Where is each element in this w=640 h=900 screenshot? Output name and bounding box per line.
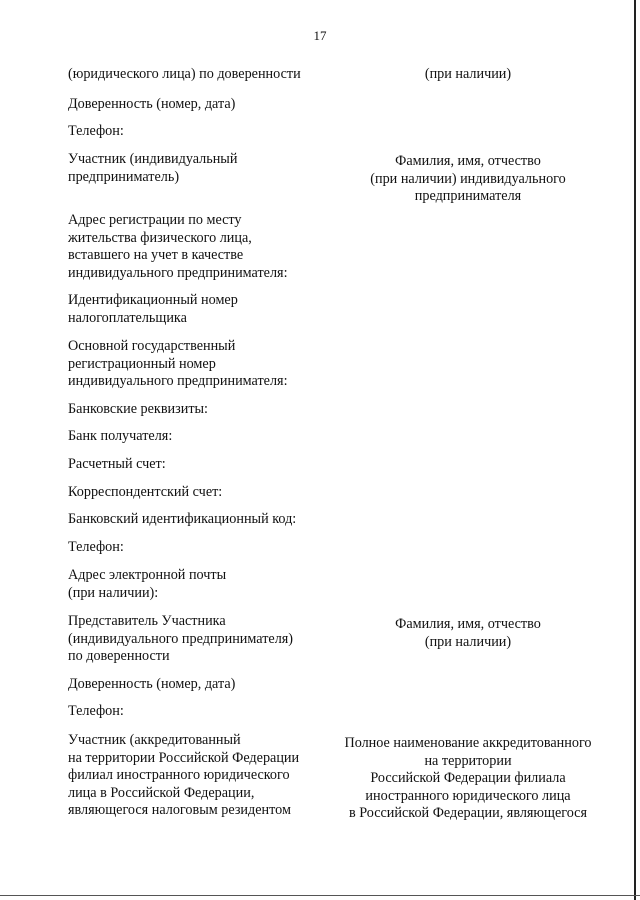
field-note: Полное наименование аккредитованного на территории Российской Федерации филиала иностранного юридического лица в Российской Федерации, являющегося: [344, 735, 592, 822]
field-label: Основной государственный регистрационный номер индивидуального предпринимателя:: [68, 338, 288, 390]
field-label: Доверенность (номер, дата): [68, 676, 236, 692]
field-label: Телефон:: [68, 539, 124, 555]
field-label: Банковские реквизиты:: [68, 401, 208, 417]
field-label: Телефон:: [68, 703, 124, 719]
field-label: Телефон:: [68, 123, 124, 139]
field-label: Корреспондентский счет:: [68, 484, 223, 500]
field-label: Представитель Участника (индивидуального предпринимателя) по доверенности: [68, 613, 294, 665]
field-note: Фамилия, имя, отчество (при наличии): [395, 616, 541, 650]
field-label: Банковский идентификационный код:: [68, 511, 297, 527]
field-label: Участник (индивидуальный предприниматель): [68, 151, 238, 185]
field-label: Расчетный счет:: [68, 456, 166, 472]
field-label: Идентификационный номер налогоплательщика: [68, 292, 238, 326]
field-label: Банк получателя:: [68, 428, 173, 444]
field-label: Адрес электронной почты (при наличии):: [68, 567, 227, 601]
field-note: Фамилия, имя, отчество (при наличии) индивидуального предпринимателя: [370, 153, 566, 205]
field-label: Доверенность (номер, дата): [68, 96, 236, 112]
field-label: Адрес регистрации по месту жительства физического лица, вставшего на учет в качестве индивидуального предпринимателя:: [68, 212, 288, 281]
scan-edge-bottom: [0, 895, 640, 896]
field-label: (юридического лица) по доверенности: [68, 66, 301, 82]
scan-edge-right: [634, 0, 636, 900]
page-number: 17: [313, 28, 327, 43]
field-label: Участник (аккредитованный на территории Российской Федерации филиал иностранного юридического лица в Российской Федерации, являющегося налоговым резидентом: [68, 732, 300, 819]
field-note: (при наличии): [424, 66, 512, 82]
